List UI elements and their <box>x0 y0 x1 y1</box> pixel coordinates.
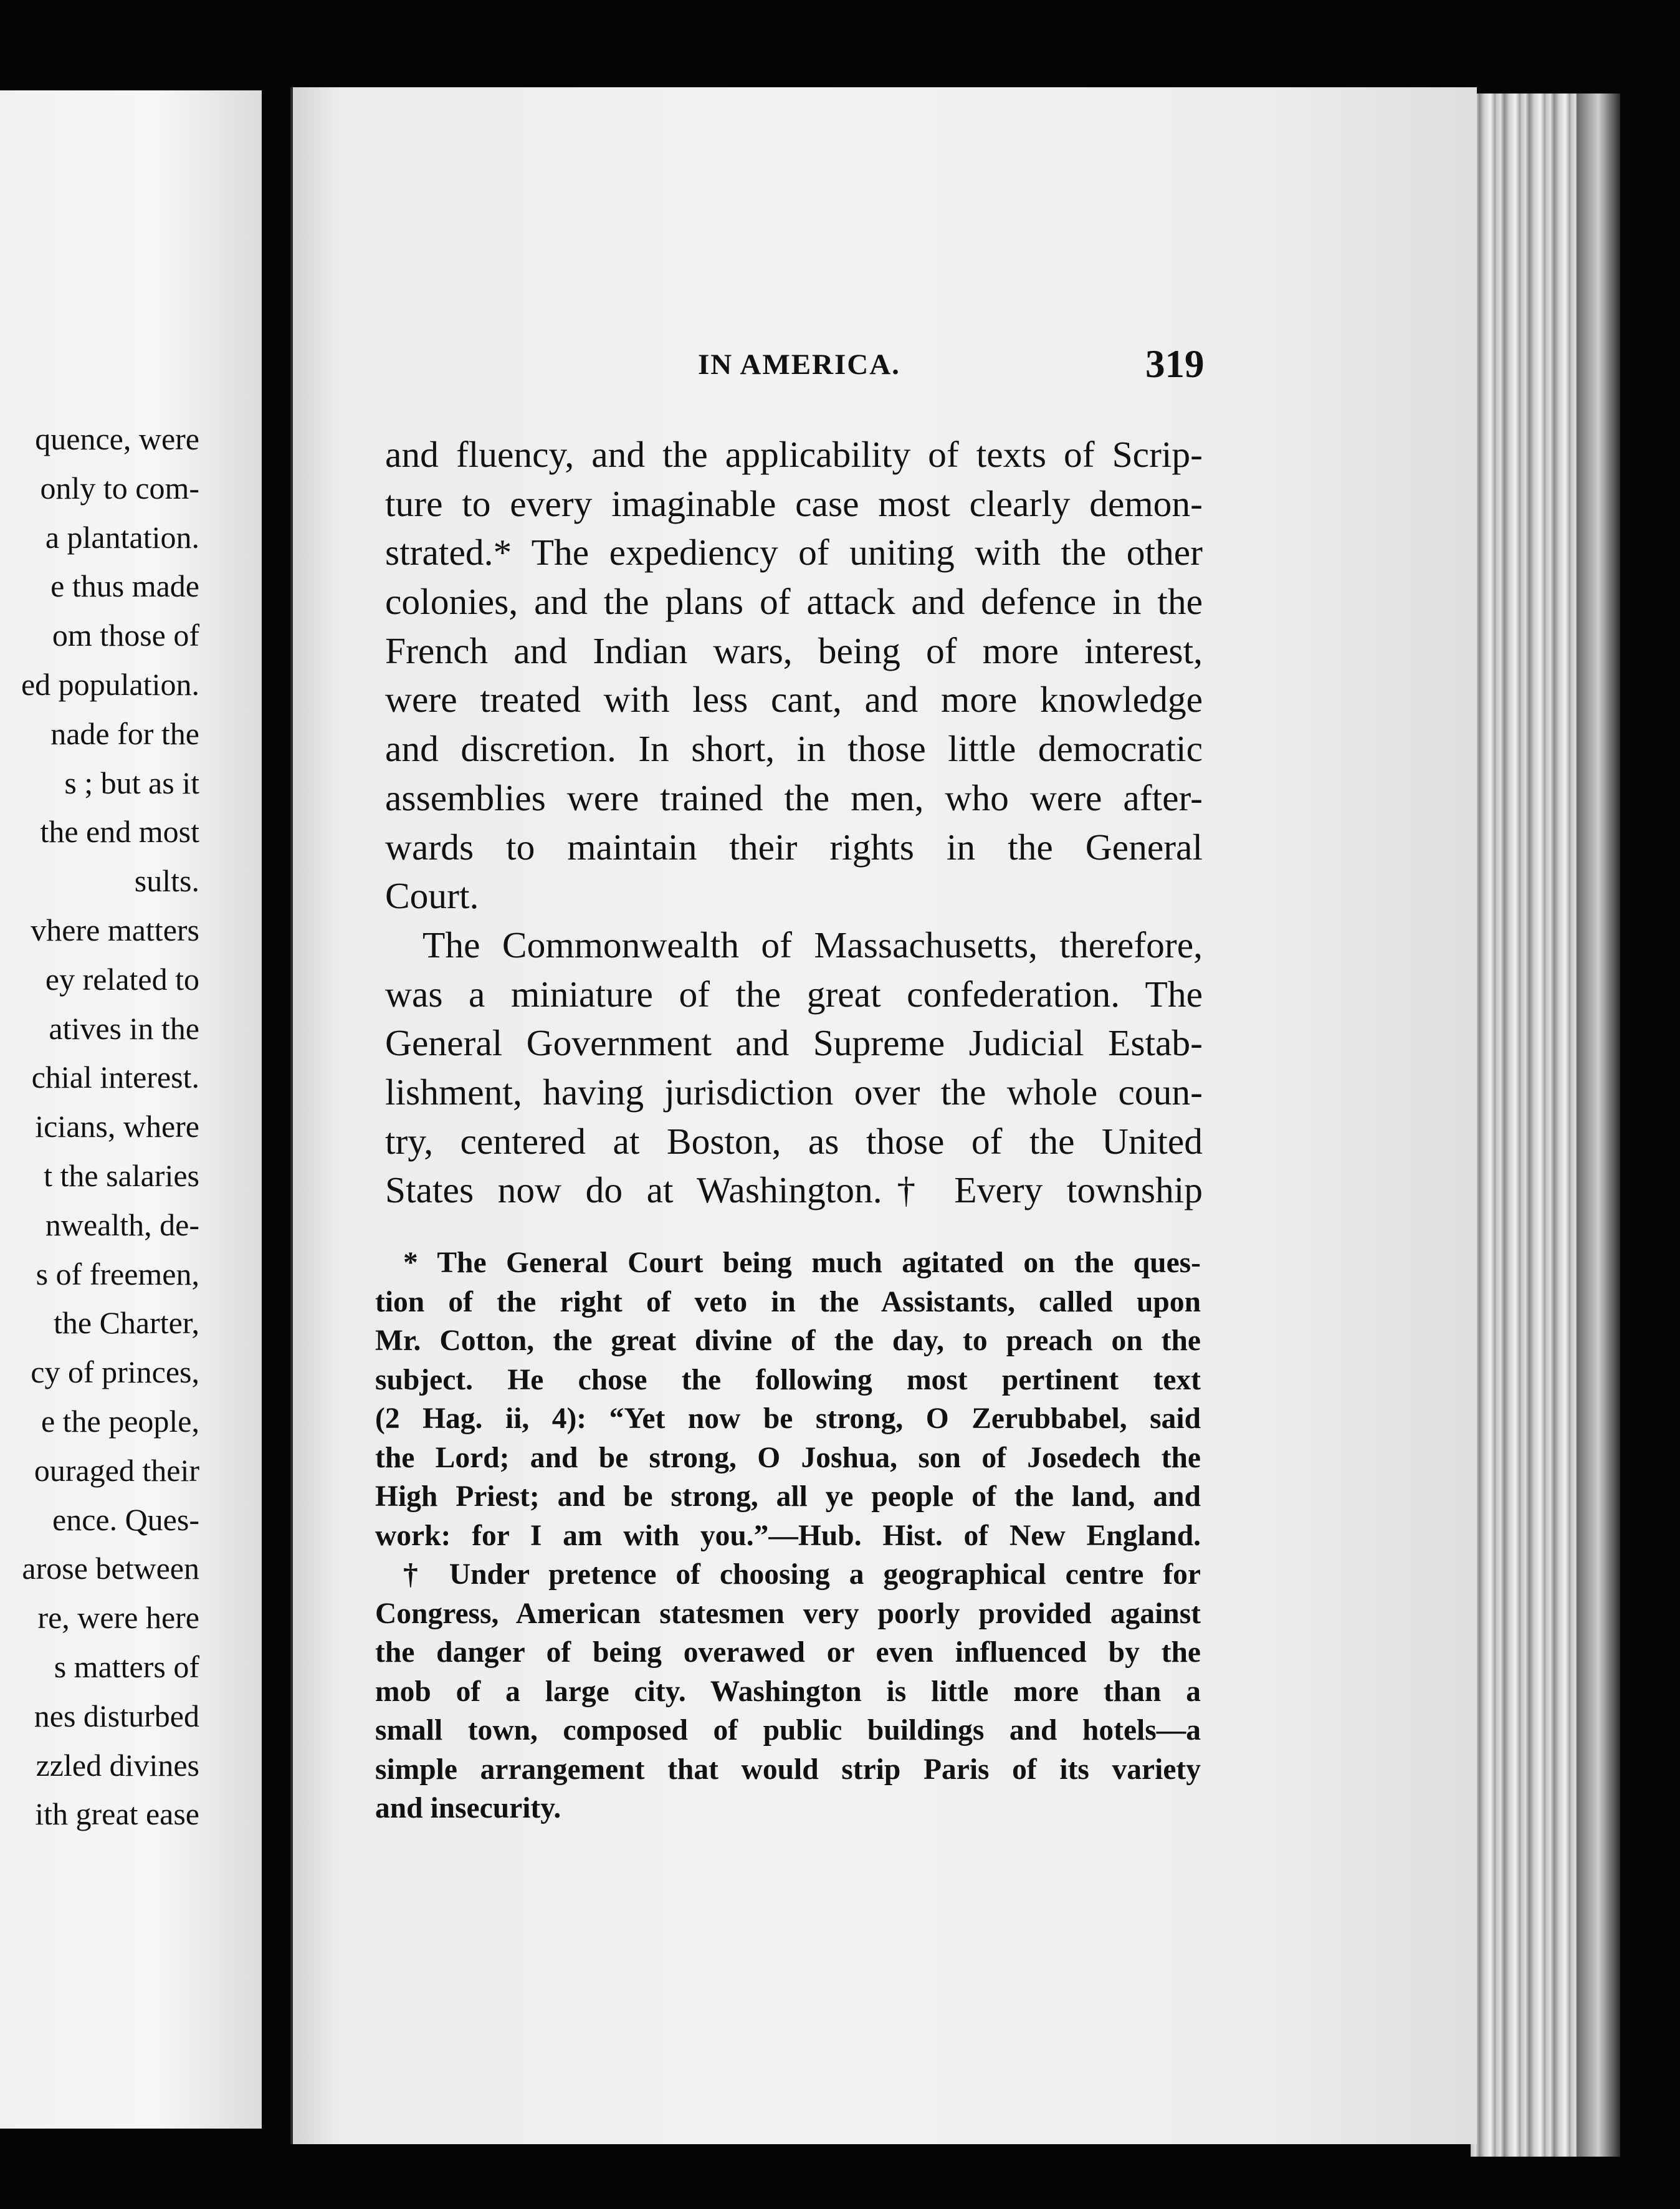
facing-line: quence, were <box>35 421 199 456</box>
footnote-line: High Priest; and be strong, all ye people of the land, and <box>375 1480 1201 1513</box>
footnote-line: † Under pretence of choosing a geographical centre for <box>403 1558 1201 1591</box>
facing-line: zzled divines <box>36 1747 199 1783</box>
facing-line: ouraged their <box>34 1452 199 1488</box>
facing-line: atives in the <box>49 1010 199 1046</box>
running-head: IN AMERICA. <box>698 348 900 381</box>
facing-line: s ; but as it <box>64 765 199 800</box>
facing-line: e thus made <box>50 568 199 604</box>
body-line: was a miniature of the great confederation. The <box>385 973 1203 1015</box>
footnotes <box>375 1243 1201 1828</box>
facing-line: s of freemen, <box>36 1256 199 1291</box>
body-line: Court. <box>385 875 479 917</box>
footnote-line: * The General Court being much agitated on the ques- <box>403 1247 1201 1279</box>
facing-line: e the people, <box>41 1403 199 1439</box>
footnote-line: mob of a large city. Washington is little more than a <box>375 1675 1201 1708</box>
footnote-line: (2 Hag. ii, 4): “Yet now be strong, O Zerubbabel, said <box>375 1402 1201 1435</box>
facing-line: s matters of <box>54 1649 199 1684</box>
body-line: lishment, having jurisdiction over the whole coun- <box>385 1071 1203 1113</box>
footnote-line: Mr. Cotton, the great divine of the day, to preach on the <box>375 1325 1201 1357</box>
facing-line: arose between <box>22 1551 199 1586</box>
facing-line: nade for the <box>50 716 199 751</box>
body-line: wards to maintain their rights in the General <box>385 826 1203 868</box>
facing-line: cy of princes, <box>31 1354 199 1390</box>
facing-page-left <box>0 90 262 2129</box>
body-line: General Government and Supreme Judicial Estab- <box>385 1022 1203 1064</box>
facing-line: ey related to <box>45 961 199 997</box>
facing-line: a plantation. <box>45 519 199 555</box>
facing-page-text <box>21 414 199 1839</box>
facing-line: vhere matters <box>31 912 199 947</box>
body-line: try, centered at Boston, as those of the United <box>385 1120 1203 1162</box>
footnote-line: tion of the right of veto in the Assistants, called upon <box>375 1285 1201 1318</box>
footnote-line: work: for I am with you.”—Hub. Hist. of New England. <box>375 1519 1201 1552</box>
facing-line: ith great ease <box>35 1796 199 1832</box>
body-line: and fluency, and the applicability of texts of Scrip- <box>385 434 1203 475</box>
footnote-line: small town, composed of public buildings and hotels—a <box>375 1714 1201 1747</box>
body-line: and discretion. In short, in those little democratic <box>385 728 1203 770</box>
book-edge-shadow <box>1577 93 1620 2157</box>
facing-line: nwealth, de- <box>45 1207 199 1242</box>
page-number: 319 <box>1145 342 1205 386</box>
body-line: strated.* The expediency of uniting with the other <box>385 532 1203 573</box>
footnote-line: simple arrangement that would strip Paris of its variety <box>375 1753 1201 1786</box>
facing-line: chial interest. <box>31 1060 199 1095</box>
footnote-line: the danger of being overawed or even influenced by the <box>375 1636 1201 1669</box>
facing-line: ence. Ques- <box>52 1502 199 1537</box>
facing-line: only to com- <box>40 470 199 506</box>
facing-line: icians, where <box>35 1109 199 1144</box>
page-edges-stack <box>1471 93 1620 2157</box>
facing-line: nes disturbed <box>34 1698 199 1733</box>
facing-line: ed population. <box>21 666 199 702</box>
body-line: French and Indian wars, being of more interest, <box>385 630 1203 671</box>
footnote-line: Congress, American statesmen very poorly provided against <box>375 1597 1201 1630</box>
body-line: The Commonwealth of Massachusetts, therefore, <box>422 924 1203 966</box>
footnote-line: and insecurity. <box>375 1792 561 1824</box>
facing-line: the end most <box>40 814 199 850</box>
footnote-line: the Lord; and be strong, O Joshua, son of Josedech the <box>375 1441 1201 1474</box>
body-line: ture to every imaginable case most clearly demon- <box>385 482 1203 524</box>
facing-line: t the salaries <box>44 1157 199 1193</box>
facing-line: re, were here <box>37 1600 199 1636</box>
body-line: assemblies were trained the men, who were after- <box>385 777 1203 818</box>
body-line: colonies, and the plans of attack and defence in the <box>385 581 1203 623</box>
facing-line: om those of <box>52 618 199 653</box>
body-line: States now do at Washington.† Every township <box>385 1169 1203 1211</box>
footnote-line: subject. He chose the following most pertinent text <box>375 1363 1201 1396</box>
facing-line: the Charter, <box>53 1305 199 1341</box>
body-line: were treated with less cant, and more knowledge <box>385 679 1203 721</box>
body-text <box>385 430 1203 1215</box>
facing-line: sults. <box>134 863 199 899</box>
